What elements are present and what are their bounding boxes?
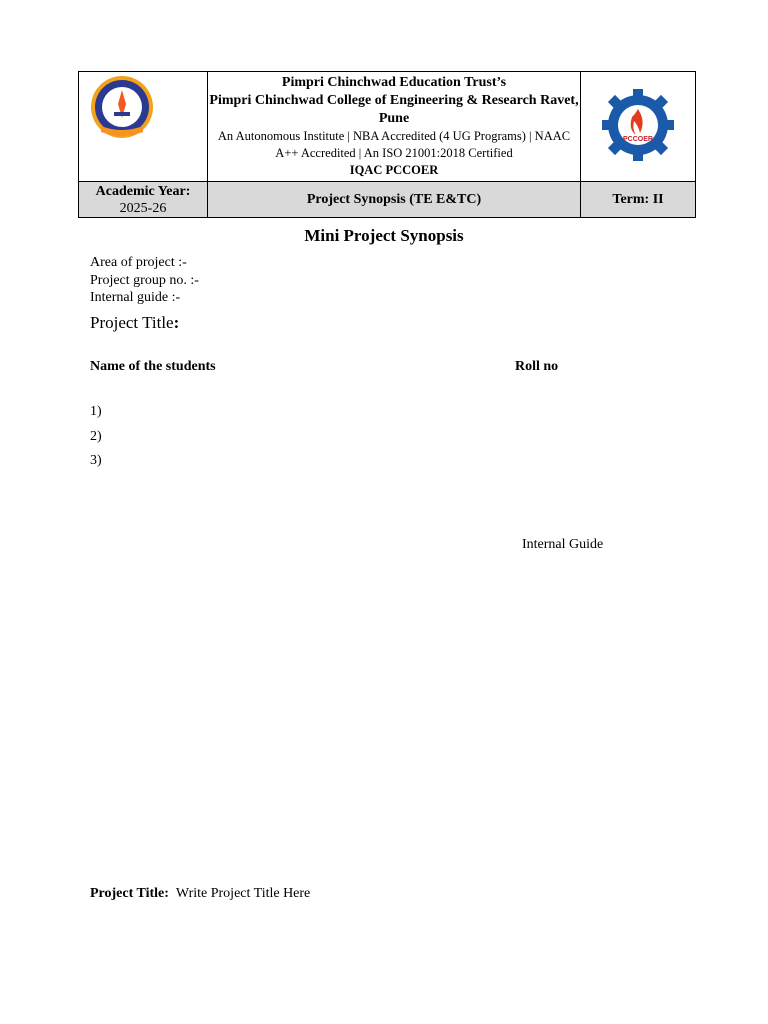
academic-year-label: Academic Year: bbox=[95, 183, 191, 199]
synopsis-label-cell bbox=[208, 182, 581, 218]
left-logo-cell bbox=[79, 72, 208, 182]
academic-info-row bbox=[79, 182, 696, 218]
college-name: Pimpri Chinchwad College of Engineering & Research Ravet, Pune bbox=[209, 93, 579, 126]
footer-project-title bbox=[90, 886, 310, 902]
internal-guide-label: Internal guide :- bbox=[90, 290, 181, 305]
right-logo-cell bbox=[581, 72, 696, 182]
pccoer-logo-text: PCCOER bbox=[623, 135, 653, 143]
synopsis-label: Project Synopsis (TE E&TC) bbox=[306, 191, 482, 207]
students-header: Name of the students bbox=[90, 359, 216, 374]
university-seal-icon bbox=[87, 74, 157, 144]
project-title-heading bbox=[90, 313, 179, 333]
project-title-label: Project Title bbox=[90, 313, 174, 332]
internal-guide-signature: Internal Guide bbox=[522, 537, 604, 552]
roll-no-header: Roll no bbox=[515, 359, 559, 374]
header-table bbox=[78, 71, 696, 218]
institute-header bbox=[208, 72, 581, 182]
accreditation-text: An Autonomous Institute | NBA Accredited (4 UG Programs) | NAAC A++ Accredited | An ISO 21001:2018 Certified bbox=[217, 129, 571, 160]
footer-title-label: Project Title: bbox=[90, 886, 169, 901]
pccoer-gear-logo-icon bbox=[588, 87, 688, 167]
project-group-label: Project group no. :- bbox=[90, 272, 199, 288]
area-of-project-label: Area of project :- bbox=[90, 255, 187, 270]
iqac-label: IQAC PCCOER bbox=[349, 163, 439, 177]
document-title: Mini Project Synopsis bbox=[304, 226, 464, 245]
trust-name: Pimpri Chinchwad Education Trust’s bbox=[281, 75, 507, 90]
term-cell bbox=[581, 182, 696, 218]
project-title-colon: : bbox=[173, 313, 180, 332]
student-list bbox=[90, 400, 102, 474]
academic-year-cell bbox=[79, 182, 208, 218]
project-info bbox=[90, 254, 199, 307]
student-row: 3) bbox=[90, 453, 102, 468]
student-row: 2) bbox=[90, 428, 102, 444]
footer-title-value[interactable]: Write Project Title Here bbox=[175, 886, 311, 901]
student-row: 1) bbox=[90, 404, 102, 419]
academic-year-value: 2025-26 bbox=[119, 200, 167, 216]
term-label: Term: II bbox=[612, 191, 664, 207]
